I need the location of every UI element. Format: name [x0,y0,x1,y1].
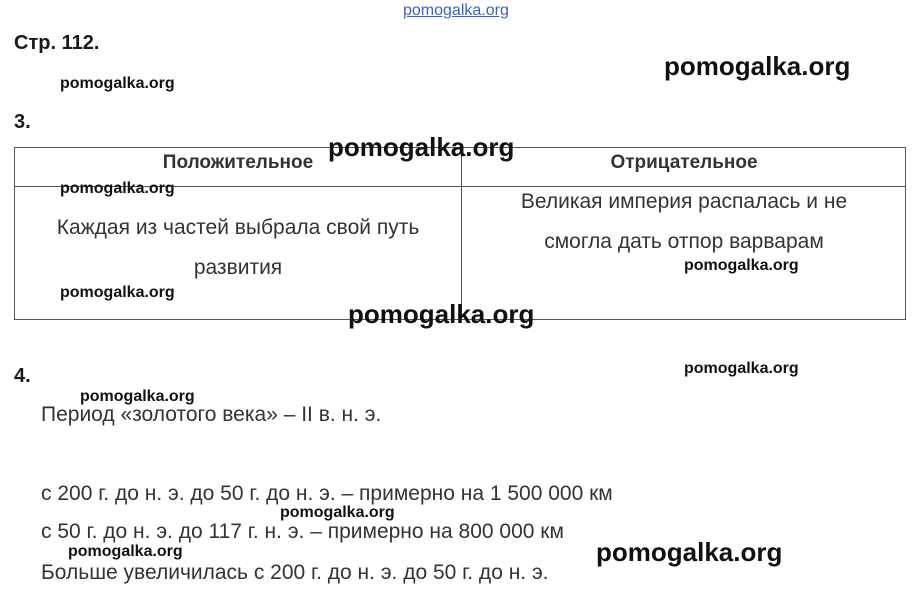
task-4-number: 4. [14,365,31,387]
watermark: pomogalka.org [328,132,515,162]
top-watermark-link[interactable]: pomogalka.org [403,2,509,19]
table-cell-positive [15,208,461,288]
column-header-negative: Отрицательное [610,152,758,173]
watermark: pomogalka.org [80,388,195,405]
page-number: Стр. 112. [14,32,100,54]
watermark: pomogalka.org [60,284,175,301]
watermark: pomogalka.org [684,360,799,377]
task-3-number: 3. [14,111,31,133]
table-cell-line: смогла дать отпор варварам [544,230,824,253]
answer-line: с 200 г. до н. э. до 50 г. до н. э. – примерно на 1 500 000 км [41,482,613,505]
watermark: pomogalka.org [60,180,175,197]
answer-line: Больше увеличилась с 200 г. до н. э. до 50 г. до н. э. [41,561,549,584]
table-cell-line: Каждая из частей выбрала свой путь [56,216,420,239]
table-cell-line: Великая империя распалась и не [520,190,848,213]
watermark: pomogalka.org [280,504,395,521]
watermark: pomogalka.org [68,543,183,560]
watermark: pomogalka.org [664,51,851,81]
answer-line: Период «золотого века» – II в. н. э. [41,403,382,426]
table-cell-negative [461,182,907,262]
watermark: pomogalka.org [684,257,799,274]
watermark: pomogalka.org [596,537,783,567]
table-cell-line: развития [193,256,283,279]
answer-line: с 50 г. до н. э. до 117 г. н. э. – примерно на 800 000 км [41,520,564,543]
column-header-positive: Положительное [162,152,314,173]
watermark: pomogalka.org [60,75,175,92]
watermark: pomogalka.org [348,299,535,329]
